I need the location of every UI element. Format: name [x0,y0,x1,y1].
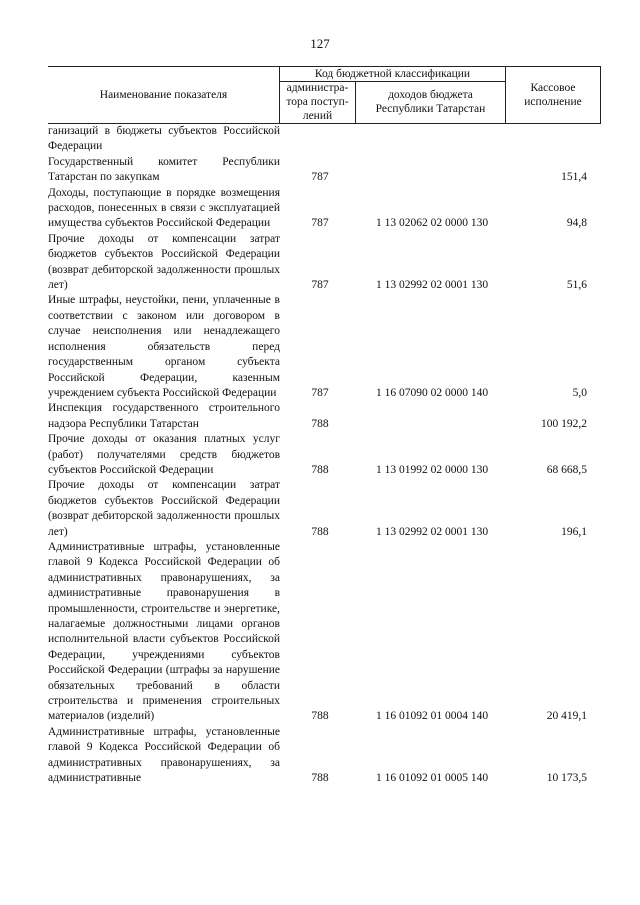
row-income-code: 1 16 01092 01 0004 140 [375,710,489,723]
table-row [48,478,601,540]
header-budget-code-group: Код бюджетной классификации [279,66,506,82]
row-amount: 20 419,1 [546,710,587,723]
row-income-code: 1 13 01992 02 0000 130 [375,463,489,476]
row-name: Прочие доходы от оказания платных услуг (работ) получателями средств бюджетов субъектов Российской Федерации [48,433,280,476]
table-row [48,401,601,432]
row-name: Прочие доходы от компенсации затрат бюджетов субъектов Российской Федерации (возврат дебиторской задолженности прошлых лет) [48,479,280,538]
row-name: Административные штрафы, установленные главой 9 Кодекса Российской Федерации об административных правонарушениях, за административные [48,725,280,785]
row-admin-code: 787 [311,217,329,230]
page-number: 127 [310,36,330,51]
row-amount: 68 668,5 [546,463,587,476]
row-name: Административные штрафы, установленные главой 9 Кодекса Российской Федерации об административных правонарушениях, за административные правонарушения в промышленности, строительстве и энергетике, налагаемые должностными лицами органов исполнительной власти субъектов Российской Федерации, учреждениями субъектов Российской Федерации (штрафы за нарушение обязательных требований в области строительства и применения строительных материалов (изделий) [48,540,280,723]
row-admin-code: 788 [311,525,329,538]
row-income-code: 1 13 02992 02 0001 130 [375,525,489,538]
table-body [48,124,601,786]
header-admin-column: администра-тора поступ-лений [279,81,355,124]
table-row [48,540,601,725]
row-income-code: 1 16 01092 01 0005 140 [375,772,489,785]
row-admin-code: 788 [311,772,329,785]
header-amount-column: Кассовое исполнение [506,66,601,124]
row-name: Государственный комитет Республики Татарстан по закупкам [48,155,280,184]
row-admin-code: 788 [311,463,329,476]
row-admin-code: 788 [311,710,329,723]
row-admin-code: 787 [311,279,329,292]
table-row [48,232,601,294]
row-name: Доходы, поступающие в порядке возмещения расходов, понесенных в связи с эксплуатацией имущества субъектов Российской Федерации [48,186,280,230]
row-amount: 151,4 [561,171,587,184]
row-name: Иные штрафы, неустойки, пени, уплаченные в соответствии с законом или договором в случае неисполнения или ненадлежащего исполнения обязательств перед государственным органом субъекта Российской Федерации, казенным учреждением субъекта Российской Федерации [48,294,280,399]
row-name: ганизаций в бюджеты субъектов Российской Федерации [48,125,280,153]
table-row [48,293,601,401]
row-amount: 94,8 [566,217,587,230]
row-amount: 196,1 [561,525,587,538]
header-name-column: Наименование показателя [48,66,279,124]
header-income-column: доходов бюджета Республики Татарстан [355,81,506,124]
row-income-code: 1 16 07090 02 0000 140 [375,386,489,399]
row-income-code: 1 13 02062 02 0000 130 [375,217,489,230]
row-admin-code: 787 [311,386,329,399]
table-row [48,725,601,787]
row-amount: 51,6 [566,279,587,292]
row-amount: 100 192,2 [541,417,587,430]
table-row [48,432,601,478]
row-amount: 5,0 [572,386,587,399]
row-name: Инспекция государственного строительного надзора Республики Татарстан [48,402,280,430]
row-income-code: 1 13 02992 02 0001 130 [375,279,489,292]
row-amount: 10 173,5 [546,772,587,785]
row-admin-code: 787 [311,171,329,184]
row-admin-code: 788 [311,417,329,430]
row-name: Прочие доходы от компенсации затрат бюджетов субъектов Российской Федерации (возврат дебиторской задолженности прошлых лет) [48,232,280,292]
table-row [48,124,601,155]
table-row [48,186,601,232]
table-row [48,155,601,186]
